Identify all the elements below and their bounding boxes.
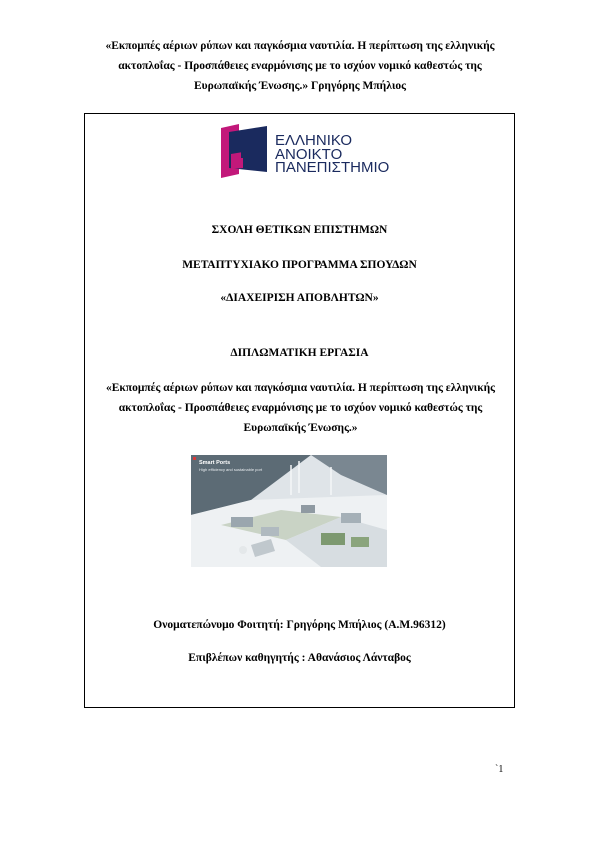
thesis-title xyxy=(91,378,510,438)
logo-line-2: ΑΝΟΙΚΤΟ xyxy=(275,145,343,163)
logo-line-1: ΕΛΛΗΝΙΚΟ xyxy=(275,132,353,149)
student-name: Ονοματεπώνυμο Φοιτητή: Γρηγόρης Μπήλιος (Α.Μ.96312) xyxy=(153,619,446,631)
logo-wordmark xyxy=(275,134,389,175)
logo-mark-icon xyxy=(217,122,277,182)
header-line-1: «Εκπομπές αέριων ρύπων και παγκόσμια ναυτιλία. Η περίπτωση της ελληνικής xyxy=(105,40,495,52)
thesis-type: ΔΙΠΛΩΜΑΤΙΚΗ ΕΡΓΑΣΙΑ xyxy=(230,347,369,359)
smart-port-illustration xyxy=(191,455,387,567)
running-header xyxy=(60,36,540,96)
thesis-title-line-1: «Εκπομπές αέριων ρύπων και παγκόσμια ναυτιλία. Η περίπτωση της ελληνικής xyxy=(105,382,496,394)
image-caption-title: Smart Ports xyxy=(199,460,231,466)
supervisor-name: Επιβλέπων καθηγητής : Αθανάσιος Λάνταβος xyxy=(188,652,411,664)
header-line-3: Ευρωπαϊκής Ένωσης.» Γρηγόρης Μπήλιος xyxy=(193,80,407,92)
image-caption-sub: High efficiency and sustainable port xyxy=(199,467,263,472)
university-logo xyxy=(217,122,390,182)
header-line-2: ακτοπλοΐας - Προσπάθειες εναρμόνισης με το ισχύον νομικό καθεστώς της xyxy=(118,60,482,72)
page-number: `1 xyxy=(495,764,504,775)
thesis-title-line-3: Ευρωπαϊκής Ένωσης.» xyxy=(243,422,358,434)
thesis-title-line-2: ακτοπλοΐας - Προσπάθειες εναρμόνισης με το ισχύον νομικό καθεστώς της xyxy=(118,402,483,414)
program-name: ΜΕΤΑΠΤΥΧΙΑΚΟ ΠΡΟΓΡΑΜΜΑ ΣΠΟΥΔΩΝ xyxy=(182,259,417,271)
cover-page-frame xyxy=(84,113,515,708)
logo-line-3: ΠΑΝΕΠΙΣΤΗΜΙΟ xyxy=(275,159,390,176)
school-name: ΣΧΟΛΗ ΘΕΤΙΚΩΝ ΕΠΙΣΤΗΜΩΝ xyxy=(211,224,388,236)
specialization: «ΔΙΑΧΕΙΡΙΣΗ ΑΠΟΒΛΗΤΩΝ» xyxy=(220,292,379,304)
